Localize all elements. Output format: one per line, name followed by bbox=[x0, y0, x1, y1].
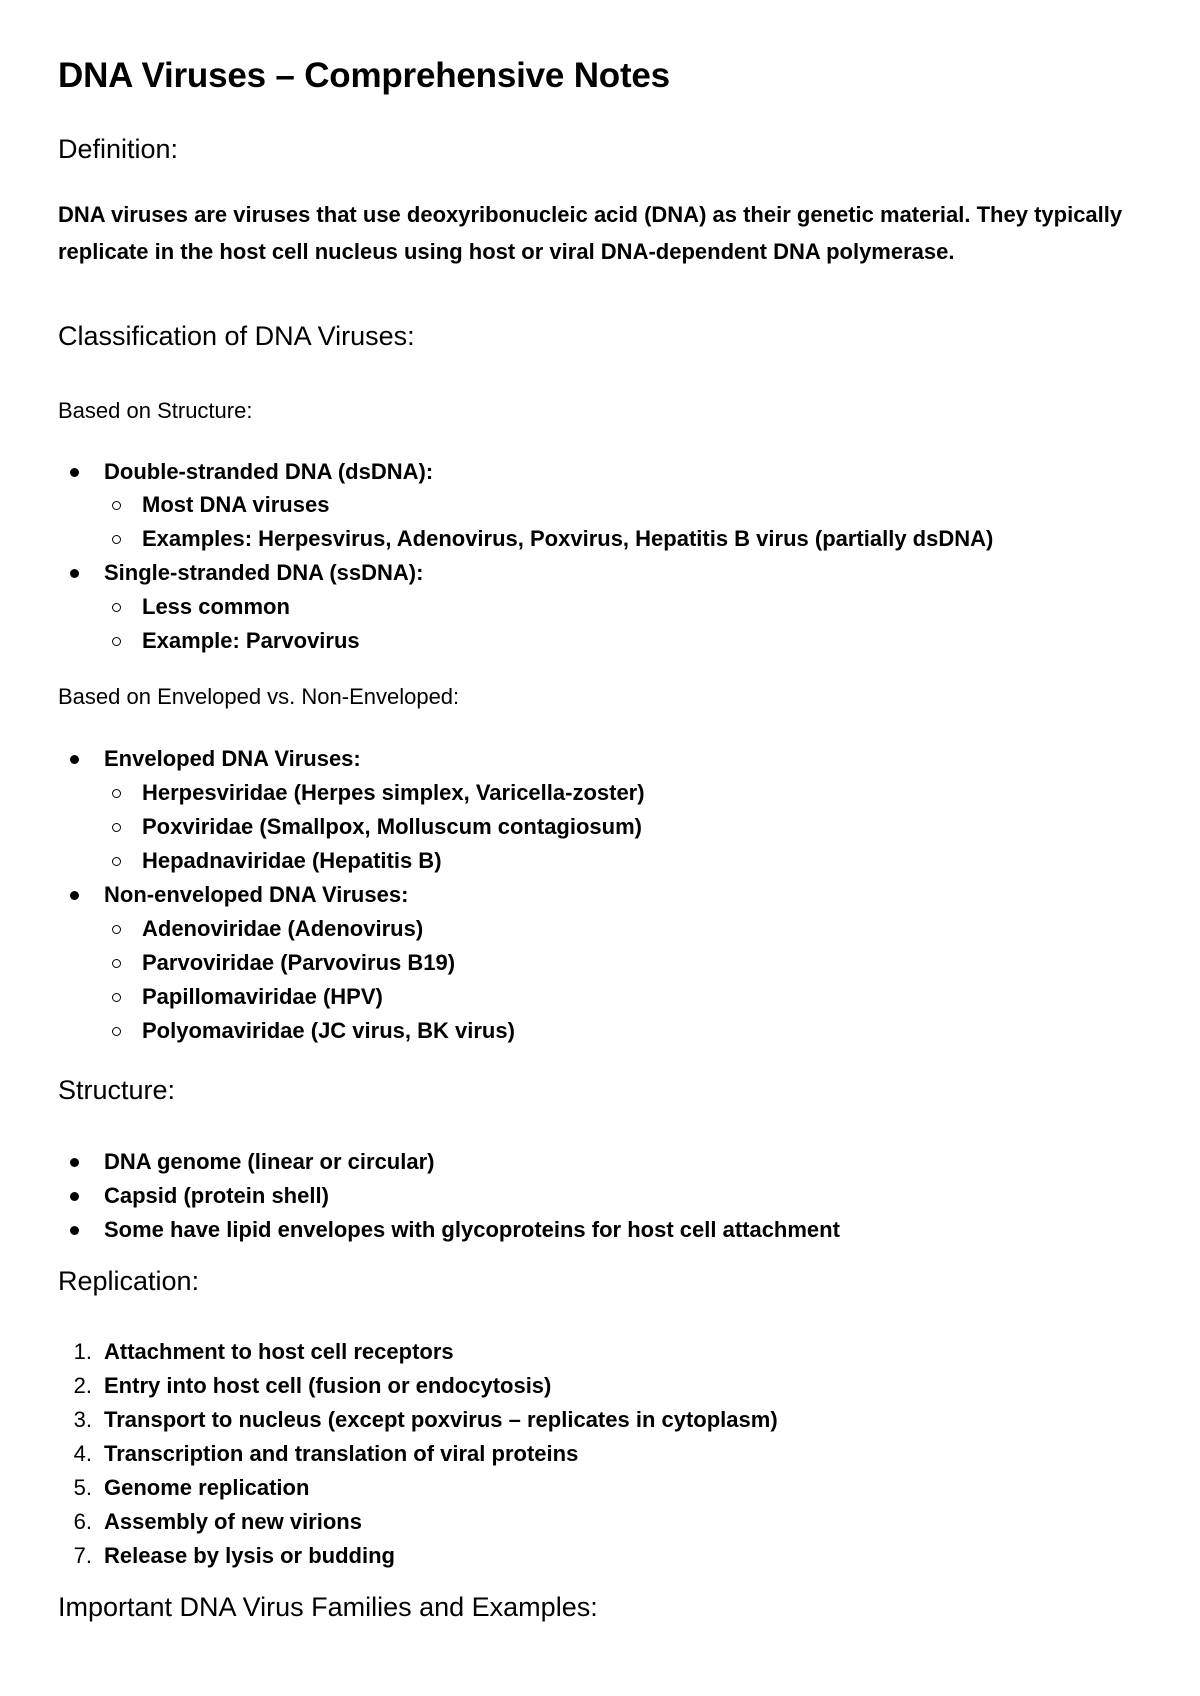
list-item: DNA genome (linear or circular) bbox=[104, 1148, 434, 1176]
structure-subheading: Based on Structure: bbox=[58, 398, 253, 423]
list-item: Adenoviridae (Adenovirus) bbox=[142, 915, 423, 943]
list-item: Most DNA viruses bbox=[142, 491, 329, 519]
circle-bullet-icon bbox=[112, 823, 121, 832]
bullet-icon bbox=[70, 1192, 79, 1201]
step-item: 7. Release by lysis or budding bbox=[104, 1542, 395, 1570]
circle-bullet-icon bbox=[112, 535, 121, 544]
step-number: 3. bbox=[73, 1407, 92, 1432]
replication-heading: Replication: bbox=[58, 1266, 200, 1296]
list-item: Less common bbox=[142, 593, 290, 621]
list-item: Some have lipid envelopes with glycoproteins for host cell attachment bbox=[104, 1216, 840, 1244]
step-item: 5. Genome replication bbox=[104, 1474, 309, 1502]
list-item: Examples: Herpesvirus, Adenovirus, Poxvirus, Hepatitis B virus (partially dsDNA) bbox=[142, 525, 993, 553]
circle-bullet-icon bbox=[112, 857, 121, 866]
circle-bullet-icon bbox=[112, 637, 121, 646]
step-number: 2. bbox=[73, 1373, 92, 1398]
step-item: 3. Transport to nucleus (except poxvirus – replicates in cytoplasm) bbox=[104, 1406, 778, 1434]
circle-bullet-icon bbox=[112, 501, 121, 510]
step-number: 6. bbox=[73, 1509, 92, 1534]
definition-heading: Definition: bbox=[58, 134, 179, 164]
step-item: 6. Assembly of new virions bbox=[104, 1508, 362, 1536]
step-item: 1. Attachment to host cell receptors bbox=[104, 1338, 454, 1366]
circle-bullet-icon bbox=[112, 1027, 121, 1036]
step-number: 5. bbox=[73, 1475, 92, 1500]
list-item-non-enveloped: Non-enveloped DNA Viruses: bbox=[104, 881, 408, 909]
step-item: 4. Transcription and translation of viral proteins bbox=[104, 1440, 578, 1468]
classification-heading: Classification of DNA Viruses: bbox=[58, 321, 415, 351]
list-item-enveloped: Enveloped DNA Viruses: bbox=[104, 745, 361, 773]
circle-bullet-icon bbox=[112, 603, 121, 612]
circle-bullet-icon bbox=[112, 993, 121, 1002]
list-item: Parvoviridae (Parvovirus B19) bbox=[142, 949, 455, 977]
step-number: 4. bbox=[73, 1441, 92, 1466]
circle-bullet-icon bbox=[112, 789, 121, 798]
step-item: 2. Entry into host cell (fusion or endocytosis) bbox=[104, 1372, 551, 1400]
list-item-dsdna: Double-stranded DNA (dsDNA): bbox=[104, 458, 433, 486]
page-title: DNA Viruses – Comprehensive Notes bbox=[58, 56, 670, 95]
envelope-subheading: Based on Enveloped vs. Non-Enveloped: bbox=[58, 684, 460, 709]
step-number: 7. bbox=[73, 1543, 92, 1568]
list-item: Polyomaviridae (JC virus, BK virus) bbox=[142, 1017, 515, 1045]
list-item: Papillomaviridae (HPV) bbox=[142, 983, 383, 1011]
list-item: Herpesviridae (Herpes simplex, Varicella-zoster) bbox=[142, 779, 645, 807]
list-item: Example: Parvovirus bbox=[142, 627, 360, 655]
families-heading: Important DNA Virus Families and Examples: bbox=[58, 1592, 598, 1622]
bullet-icon bbox=[70, 569, 79, 578]
list-item: Hepadnaviridae (Hepatitis B) bbox=[142, 847, 442, 875]
bullet-icon bbox=[70, 891, 79, 900]
bullet-icon bbox=[70, 1226, 79, 1235]
definition-paragraph: DNA viruses are viruses that use deoxyribonucleic acid (DNA) as their genetic material. They typically replicate in the host cell nucleus using host or viral DNA-dependent DNA polymerase. bbox=[58, 202, 1123, 264]
bullet-icon bbox=[70, 755, 79, 764]
bullet-icon bbox=[70, 1158, 79, 1167]
circle-bullet-icon bbox=[112, 925, 121, 934]
step-number: 1. bbox=[73, 1339, 92, 1364]
list-item-ssdna: Single-stranded DNA (ssDNA): bbox=[104, 559, 423, 587]
bullet-icon bbox=[70, 468, 79, 477]
list-item: Capsid (protein shell) bbox=[104, 1182, 329, 1210]
circle-bullet-icon bbox=[112, 959, 121, 968]
list-item: Poxviridae (Smallpox, Molluscum contagiosum) bbox=[142, 813, 642, 841]
structure-heading: Structure: bbox=[58, 1075, 176, 1105]
